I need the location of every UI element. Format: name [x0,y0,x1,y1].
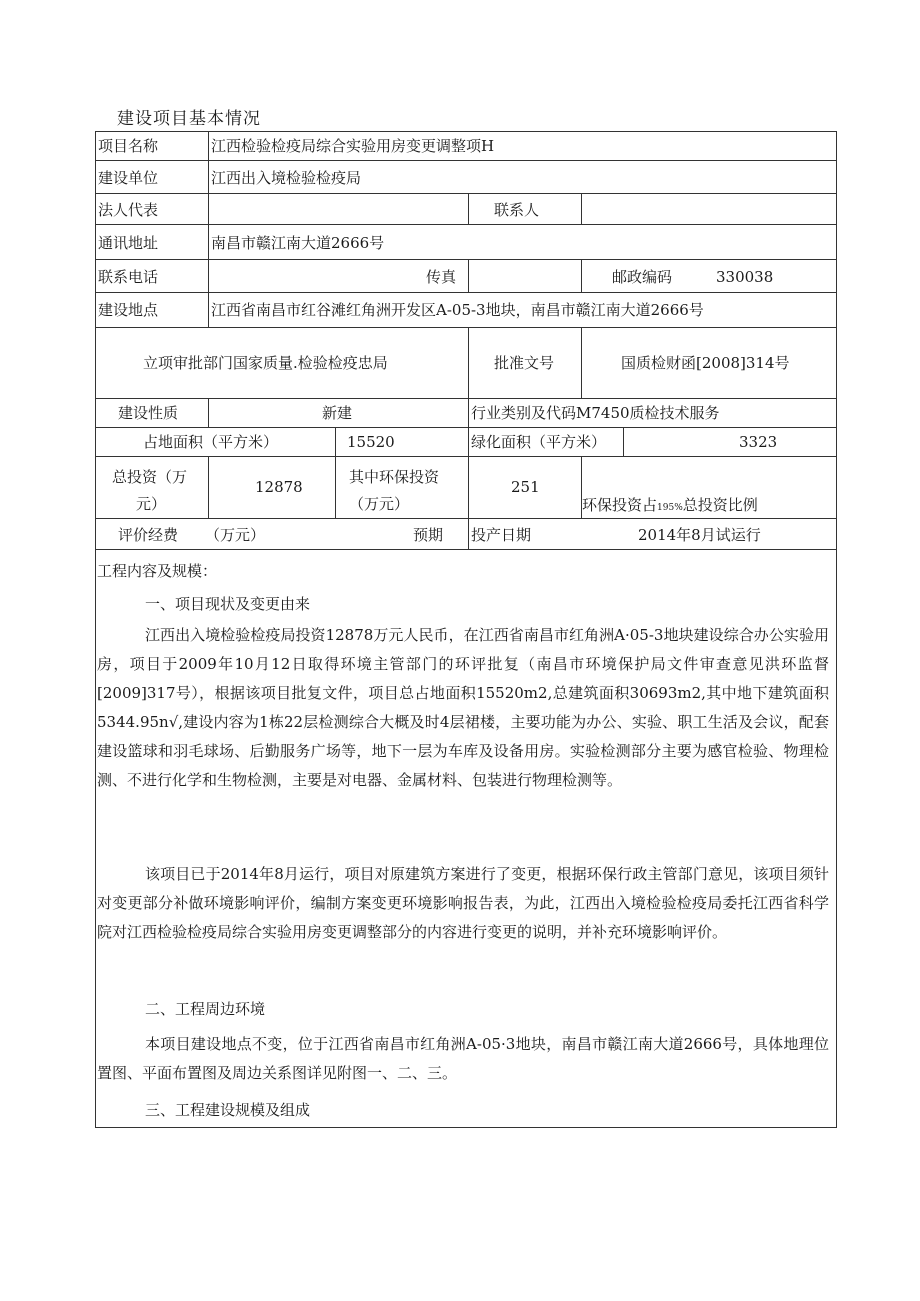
expected-label: 预期 [413,526,444,544]
env-ratio-label-a: 环保投资占 [582,496,658,514]
env-ratio-label [582,495,758,518]
table-rule [468,259,469,292]
env-ratio-label-b: 总投资比例 [682,496,758,514]
table-rule [95,327,837,328]
contact-person-label: 联系人 [494,201,540,219]
table-rule [468,518,469,549]
postcode-value: 330038 [716,268,774,286]
table-rule [468,427,469,456]
table-rule [95,193,837,194]
paragraph: 江西出入境检验检疫局投资12878万元人民币，在江西省南昌市红角洲A·05-3地块建设综合办公实验用房，项目于2009年10月12日取得环境主管部门的环评批复（南昌市环境保护局文件审查意见洪环监督[2009]317号），根据该项目批复文件，项目总占地面积15520m2,总建筑面积30693m2,其中地下建筑面积5344.95n√,建设内容为1栋22层检测综合大概及时4层裙楼，主要功能为办公、实验、职工生活及会议，配套建设篮球和羽毛球场、后勤服务广场等，地下一层为车库及设备用房。实验检测部分主要为感官检验、物理检测、不进行化学和生物检测，主要是对电器、金属材料、包装进行物理检测等。 [97,626,829,789]
table-rule [95,160,837,161]
builder-label: 建设单位 [98,169,159,187]
approval-dept-label: 立项审批部门国家质量.检验检疫忠局 [143,354,388,372]
table-rule [95,398,837,399]
project-name-label: 项目名称 [98,137,159,155]
paragraph: 本项目建设地点不变，位于江西省南昌市红角洲A-05·3地块，南昌市赣江南大道2666号，具体地理位置图、平面布置图及周边关系图详见附图一、二、三。 [97,1035,829,1082]
table-rule [95,518,837,519]
eval-fee-unit: （万元） [205,526,266,544]
table-rule [335,427,336,456]
address-value: 南昌市赣江南大道2666号 [211,234,385,252]
site-value: 江西省南昌市红谷滩红角洲开发区A-05-3地块，南昌市赣江南大道2666号 [211,301,704,319]
table-rule [95,456,837,457]
green-area-label: 绿化面积（平方米） [471,433,607,451]
land-area-label: 占地面积（平方米） [143,433,279,451]
table-rule [208,131,209,327]
address-label: 通讯地址 [98,234,159,252]
table-rule [468,327,469,398]
table-rule [335,456,336,518]
table-rule [95,427,837,428]
approval-no-value: 国质检财函[2008]314号 [621,354,790,372]
table-rule [468,456,469,518]
table-rule [208,398,209,427]
industry-value: 行业类别及代码M7450质检技术服务 [471,404,720,422]
page-title: 建设项目基本情况 [117,109,261,129]
phone-label: 联系电话 [98,268,159,286]
legal-rep-label: 法人代表 [98,201,159,219]
content-heading: 工程内容及规模： [97,562,218,580]
section-heading: 一、项目现状及变更由来 [145,595,311,613]
nature-label: 建设性质 [118,404,179,422]
nature-value: 新建 [322,404,353,422]
table-rule [581,327,582,398]
env-invest-label-cont: （万元） [349,495,410,513]
green-area-value: 3323 [739,433,778,451]
postcode-label: 邮政编码 [612,268,673,286]
total-invest-value: 12878 [255,478,303,496]
table-rule [95,259,837,260]
table-rule [208,456,209,518]
table-rule [623,427,624,456]
env-invest-value: 251 [511,478,540,496]
table-rule [581,259,582,292]
eval-fee-label: 评价经费 [118,526,179,544]
table-rule [468,398,469,427]
project-name-value: 江西检验检疫局综合实验用房变更调整项H [211,137,495,155]
env-invest-label: 其中环保投资 [349,468,440,486]
table-rule [581,193,582,224]
total-invest-label: 总投资（万 [112,468,188,486]
table-rule [95,549,837,550]
table-rule [95,292,837,293]
land-area-value: 15520 [347,433,395,451]
fax-label: 传真 [426,268,457,286]
table-rule [95,224,837,225]
env-ratio-value: 195% [657,503,683,513]
operation-date-value: 2014年8月试运行 [638,526,761,544]
builder-value: 江西出入境检验检疫局 [211,169,362,187]
paragraph: 该项目已于2014年8月运行，项目对原建筑方案进行了变更，根据环保行政主管部门意见，该项目须针对变更部分补做环境影响评价，编制方案变更环境影响报告表，为此，江西出入境检验检疫局委托江西省科学院对江西检验检疫局综合实验用房变更调整部分的内容进行变更的说明，并补充环境影响评价。 [97,865,829,941]
site-label: 建设地点 [98,301,159,319]
section-heading: 三、工程建设规模及组成 [145,1101,311,1119]
approval-no-label: 批准文号 [494,354,555,372]
section-heading: 二、工程周边环境 [145,1000,266,1018]
table-rule [468,193,469,224]
total-invest-label-cont: 元） [136,495,167,513]
operation-date-label: 投产日期 [471,526,532,544]
